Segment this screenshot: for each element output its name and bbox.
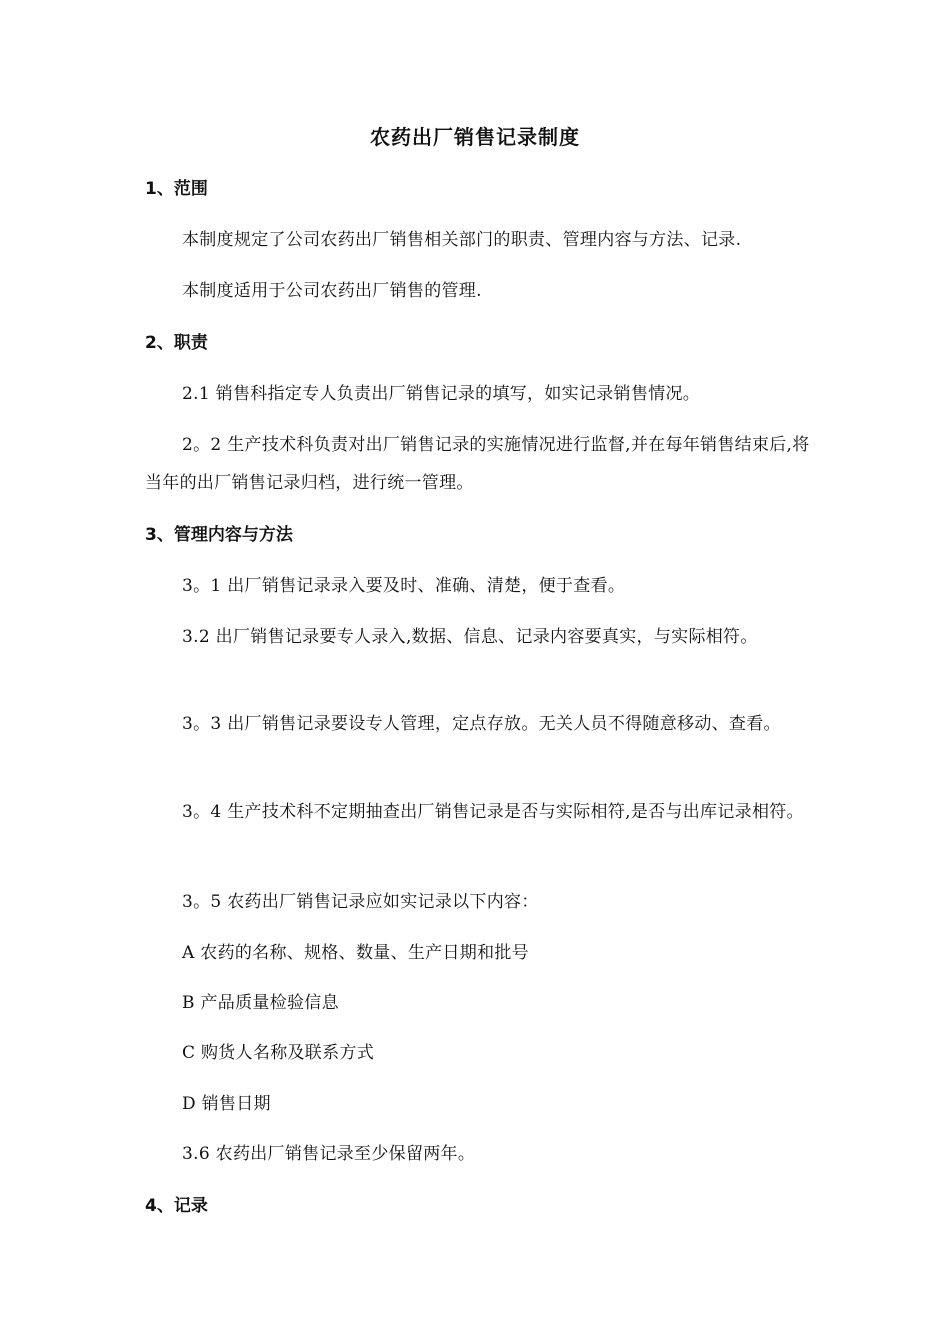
document-title: 农药出厂销售记录制度 bbox=[370, 125, 580, 149]
paragraph: 2.1 销售科指定专人负责出厂销售记录的填写，如实记录销售情况。 bbox=[182, 384, 701, 404]
paragraph: 3。1 出厂销售记录录入要及时、准确、清楚，便于查看。 bbox=[182, 576, 626, 596]
paragraph: 3。3 出厂销售记录要设专人管理，定点存放。无关人员不得随意移动、查看。 bbox=[182, 714, 781, 734]
paragraph: 3.6 农药出厂销售记录至少保留两年。 bbox=[182, 1144, 476, 1164]
paragraph: 2。2 生产技术科负责对出厂销售记录的实施情况进行监督,并在每年销售结束后,将当年的出厂销售记录归档，进行统一管理。 bbox=[145, 435, 810, 493]
section-heading-scope: 1、范围 bbox=[145, 179, 208, 199]
list-item: B 产品质量检验信息 bbox=[182, 993, 339, 1013]
section-heading-duties: 2、职责 bbox=[145, 333, 208, 353]
paragraph: 本制度适用于公司农药出厂销售的管理. bbox=[182, 281, 482, 301]
section-heading-records: 4、记录 bbox=[145, 1196, 208, 1216]
paragraph: 3.2 出厂销售记录要专人录入,数据、信息、记录内容要真实，与实际相符。 bbox=[182, 627, 758, 647]
paragraph: 3。5 农药出厂销售记录应如实记录以下内容： bbox=[182, 892, 539, 912]
section-heading-management: 3、管理内容与方法 bbox=[145, 525, 293, 545]
list-item: D 销售日期 bbox=[182, 1094, 271, 1114]
paragraph: 3。4 生产技术科不定期抽查出厂销售记录是否与实际相符,是否与出库记录相符。 bbox=[182, 802, 804, 822]
list-item: C 购货人名称及联系方式 bbox=[182, 1043, 375, 1063]
list-item: A 农药的名称、规格、数量、生产日期和批号 bbox=[182, 943, 529, 963]
paragraph: 本制度规定了公司农药出厂销售相关部门的职责、管理内容与方法、记录. bbox=[182, 230, 742, 250]
